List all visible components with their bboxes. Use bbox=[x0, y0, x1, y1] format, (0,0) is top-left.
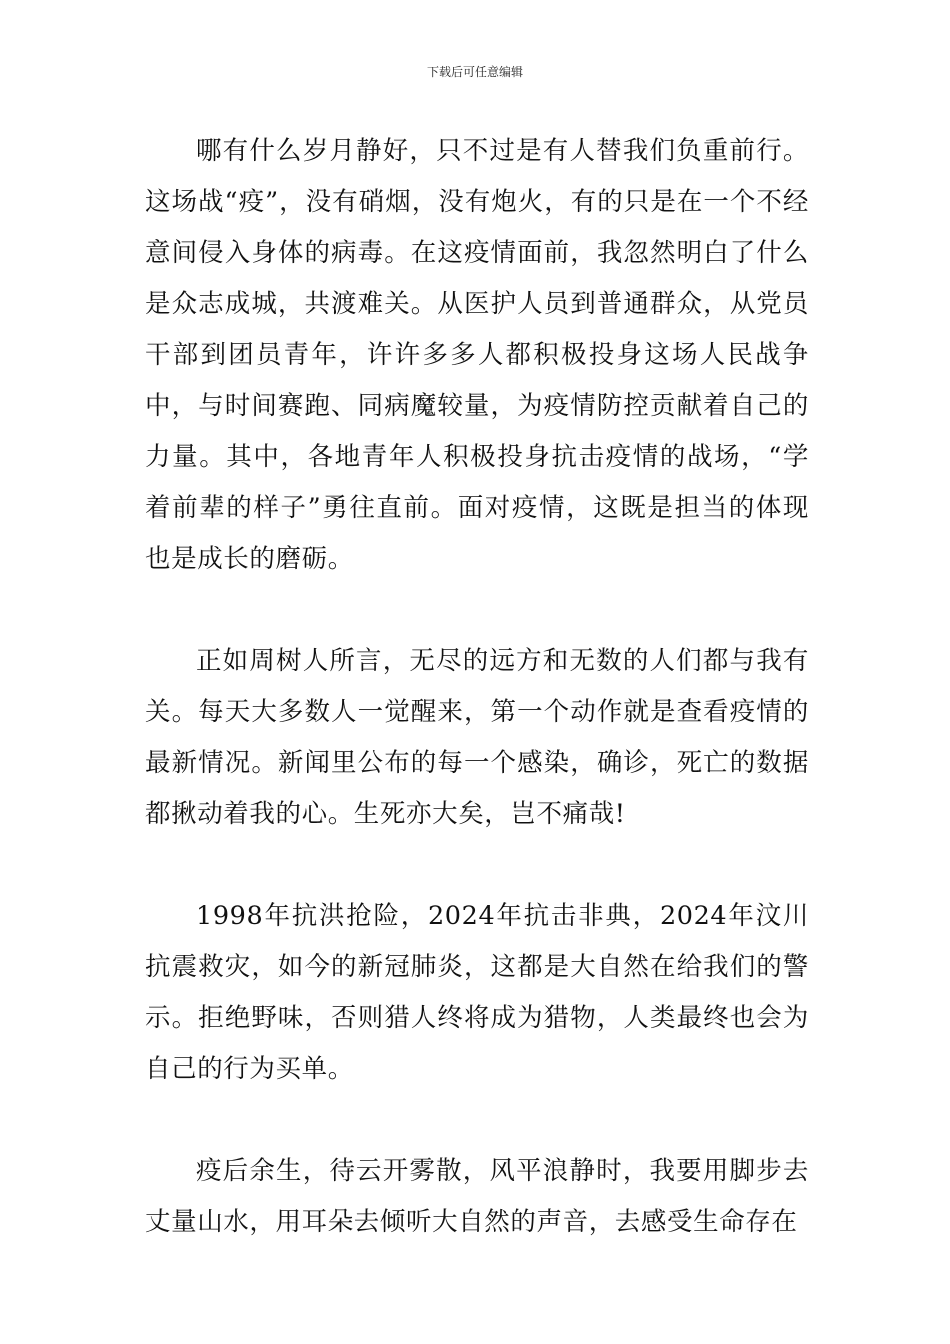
paragraph-1: 哪有什么岁月静好，只不过是有人替我们负重前行。这场战“疫”，没有硝烟，没有炮火，有的只是在一个不经意间侵入身体的病毒。在这疫情面前，我忽然明白了什么是众志成城，共渡难关。从医护人员到普通群众，从党员干部到团员青年，许许多多人都积极投身这场人民战争中，与时间赛跑、同病魔较量，为疫情防控贡献着自己的力量。其中，各地青年人积极投身抗击疫情的战场，“学着前辈的样子”勇往直前。面对疫情，这既是担当的体现也是成长的磨砺。 bbox=[145, 136, 809, 574]
paragraph-4: 疫后余生，待云开雾散，风平浪静时，我要用脚步去丈量山水，用耳朵去倾听大自然的声音，去感受生命存在 bbox=[145, 1156, 809, 1237]
paragraph-3: 1998年抗洪抢险，2024年抗击非典，2024年汶川抗震救灾，如今的新冠肺炎，这都是大自然在给我们的警示。拒绝野味，否则猎人终将成为猎物，人类最终也会为自己的行为买单。 bbox=[145, 901, 809, 1084]
document-body bbox=[145, 126, 809, 1248]
paragraph-2: 正如周树人所言，无尽的远方和无数的人们都与我有关。每天大多数人一觉醒来，第一个动作就是查看疫情的最新情况。新闻里公布的每一个感染，确诊，死亡的数据都揪动着我的心。生死亦大矣，岂不痛哉! bbox=[145, 646, 809, 829]
page-header: 下载后可任意编辑 bbox=[426, 65, 523, 79]
